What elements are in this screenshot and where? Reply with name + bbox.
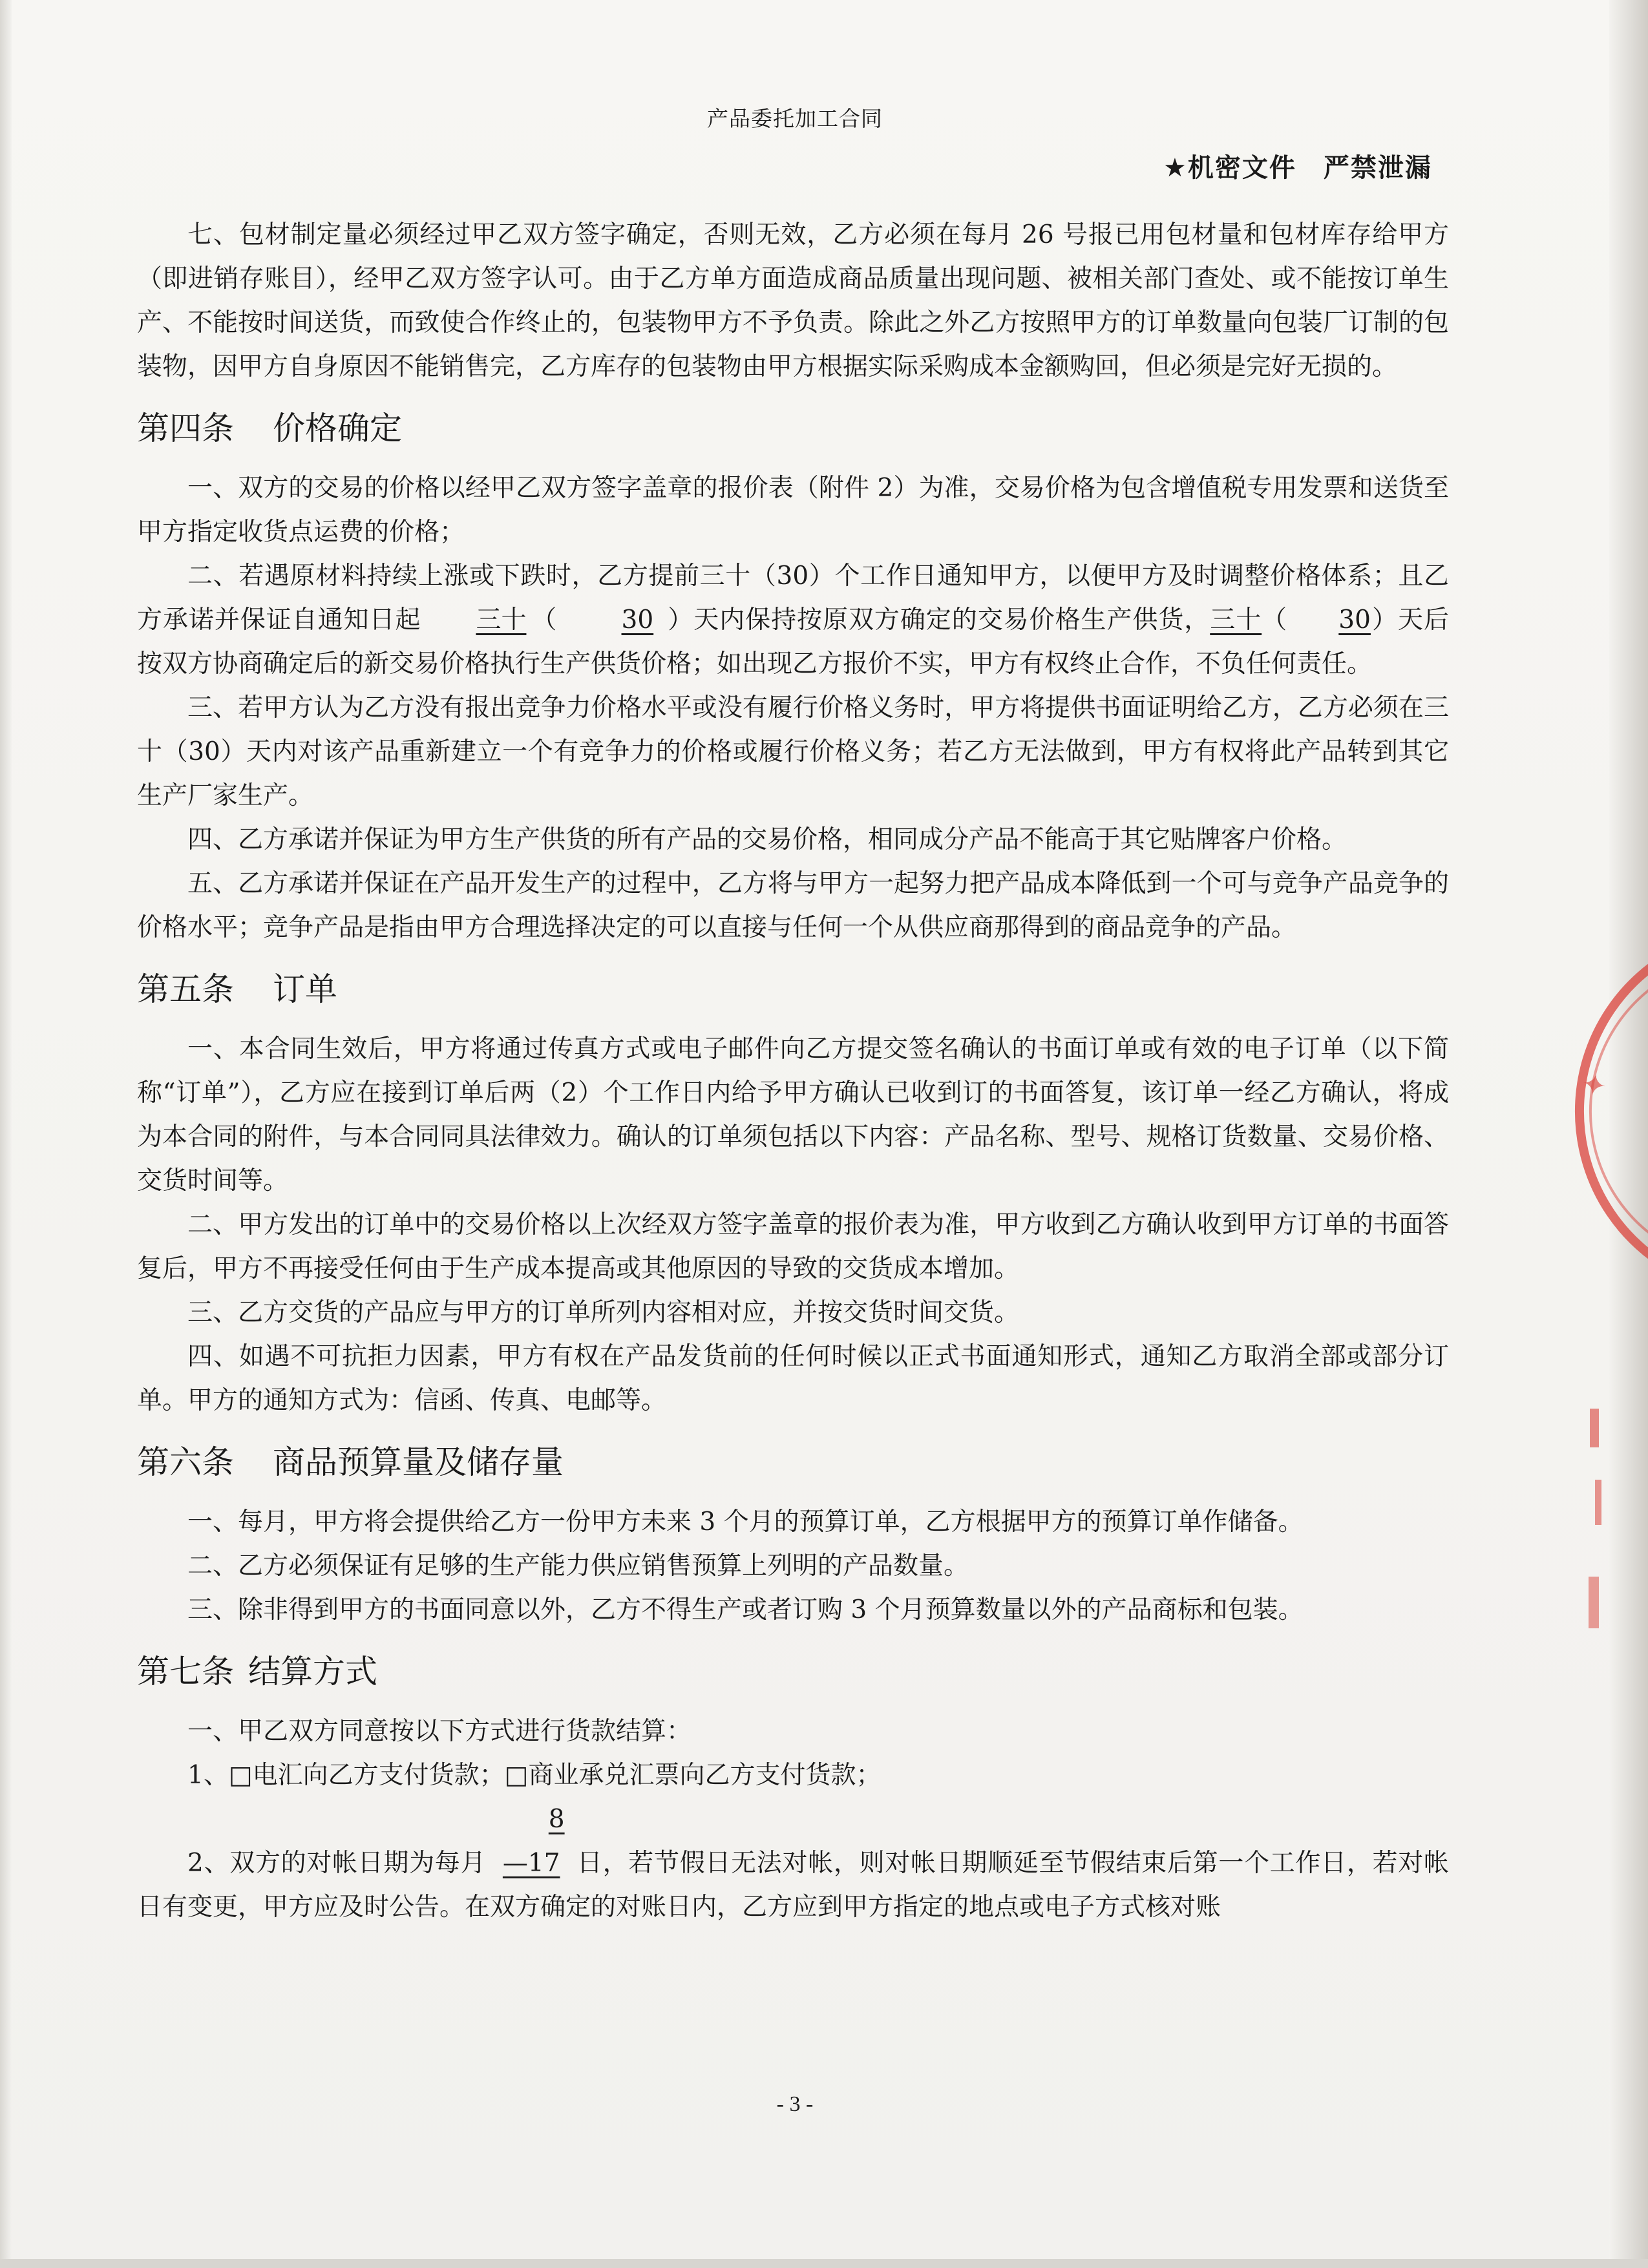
article-4-p3: 三、若甲方认为乙方没有报出竞争力价格水平或没有履行价格义务时，甲方将提供书面证明给乙方，乙方必须在三十（30）天内对该产品重新建立一个有竞争力的价格或履行价格义务；若乙方无法做到，甲方有权将此产品转到其它生产厂家生产。	[137, 693, 1449, 810]
stamp-fragment	[1577, 1409, 1616, 1680]
article-5-p3: 三、乙方交货的产品应与甲方的订单所列内容相对应，并按交货时间交货。	[187, 1298, 1020, 1327]
article-4-heading	[137, 403, 1449, 454]
article-6-p3: 三、除非得到甲方的书面同意以外，乙方不得生产或者订购 3 个月预算数量以外的产品商标和包装。	[187, 1595, 1304, 1624]
article-4-p2-text-b: ）天内保持按原双方确定的交易价格生产供货，	[667, 605, 1210, 635]
article-7-heading	[137, 1646, 1449, 1697]
article-4-p4: 四、乙方承诺并保证为甲方生产供货的所有产品的交易价格，相同成分产品不能高于其它贴牌客户价格。	[187, 825, 1347, 854]
article-4-title: 价格确定	[273, 410, 402, 447]
notice-period-digits-field: 30	[621, 605, 654, 635]
article-4-p5: 五、乙方承诺并保证在产品开发生产的过程中，乙方将与甲方一起努力把产品成本降低到一个可与竞争产品竞争的价格水平；竞争产品是指由甲方合理选择决定的可以直接与任何一个从供应商那得到的商品竞争的产品。	[137, 869, 1449, 942]
new-price-period-words-field: 三十	[1210, 605, 1262, 635]
reconciliation-dates-field: 8—17	[502, 1805, 565, 1878]
article-5-p4: 四、如遇不可抗拒力因素，甲方有权在产品发货前的任何时候以正式书面通知形式，通知乙方取消全部或部分订单。甲方的通知方式为：信函、传真、电邮等。	[137, 1342, 1449, 1415]
article-6-title: 商品预算量及储存量	[273, 1444, 564, 1481]
article-7-p3-text-b: 日，若节假日无法对帐，则对帐日期顺延至节假结束后第一个工作日，若对帐日有变更，甲方应及时公告。在双方确定的对账日内，乙方应到甲方指定的地点或电子方式核对账	[137, 1849, 1449, 1922]
article-6-p1: 一、每月，甲方将会提供给乙方一份甲方未来 3 个月的预算订单，乙方根据甲方的预算订单作储备。	[187, 1507, 1304, 1537]
article-4-p1: 一、双方的交易的价格以经甲乙双方签字盖章的报价表（附件 2）为准，交易价格为包含增值税专用发票和送货至甲方指定收货点运费的价格；	[137, 474, 1449, 547]
paren: （	[531, 605, 558, 635]
article-7-p3	[137, 1798, 1449, 1929]
article-6-number: 第六条	[137, 1444, 234, 1481]
article-4-number: 第四条	[137, 410, 234, 447]
page-number: - 3 -	[776, 2092, 814, 2116]
article-6-p2: 二、乙方必须保证有足够的生产能力供应销售预算上列明的产品数量。	[187, 1551, 969, 1580]
scan-edge-left	[0, 0, 12, 2268]
article-7-number: 第七条	[137, 1653, 234, 1690]
article-7-p3-text-a: 2、双方的对帐日期为每月	[187, 1849, 487, 1878]
article-7-title: 结算方式	[248, 1653, 377, 1690]
article-4-p2-text-c: ）天后按双方协商确定后的新交易价格执行生产供货价格；如出现乙方报价不实，甲方有权终止合作，不负任何责任。	[137, 605, 1449, 678]
article-7-p1: 一、甲乙双方同意按以下方式进行货款结算：	[187, 1717, 692, 1746]
scan-edge-bottom	[0, 2259, 1648, 2268]
paren: （	[1262, 605, 1288, 635]
red-seal-stamp	[1525, 930, 1648, 1292]
running-title: 产品委托加工合同	[707, 106, 883, 131]
article-5-number: 第五条	[137, 971, 234, 1008]
article-5-p1: 一、本合同生效后，甲方将通过传真方式或电子邮件向乙方提交签名确认的书面订单或有效的电子订单（以下简称“订单”），乙方应在接到订单后两（2）个工作日内给予甲方确认已收到订的书面答复，该订单一经乙方确认，将成为本合同的附件，与本合同同具法律效力。确认的订单须包括以下内容：产品名称、型号、规格订货数量、交易价格、交货时间等。	[137, 1034, 1449, 1195]
article-4-p2-text-a: 二、若遇原材料持续上涨或下跌时，乙方提前三十（30）个工作日通知甲方，以便甲方及时调整价格体系；且乙方承诺并保证自通知日起	[137, 562, 1449, 635]
article-6-heading	[137, 1437, 1449, 1487]
article-5-heading	[137, 964, 1449, 1014]
new-price-period-digits-field: 30	[1338, 605, 1371, 635]
document-body	[137, 213, 1449, 1929]
article-7-p2: 1、□电汇向乙方支付货款；□商业承兑汇票向乙方支付货款；	[187, 1761, 882, 1790]
article-4-p2	[137, 554, 1449, 686]
article-5-p2: 二、甲方发出的订单中的交易价格以上次经双方签字盖章的报价表为准，甲方收到乙方确认收到甲方订单的书面答复后，甲方不再接受任何由于生产成本提高或其他原因的导致的交货成本增加。	[137, 1210, 1449, 1283]
confidential-notice: ★机密文件 严禁泄漏	[1163, 153, 1432, 183]
article-5-title: 订单	[273, 971, 337, 1008]
notice-period-words-field: 三十	[476, 605, 527, 635]
paragraph-7: 七、包材制定量必须经过甲乙双方签字确定，否则无效，乙方必须在每月 26 号报已用包材量和包材库存给甲方（即进销存账目），经甲乙双方签字认可。由于乙方单方面造成商品质量出现问题、被相关部门查处、或不能按订单生产、不能按时间送货，而致使合作终止的，包装物甲方不予负责。除此之外乙方按照甲方的订单数量向包装厂订制的包装物，因甲方自身原因不能销售完，乙方库存的包装物由甲方根据实际采购成本金额购回，但必须是完好无损的。	[137, 220, 1449, 381]
svg-text:✦: ✦	[1575, 1069, 1614, 1100]
